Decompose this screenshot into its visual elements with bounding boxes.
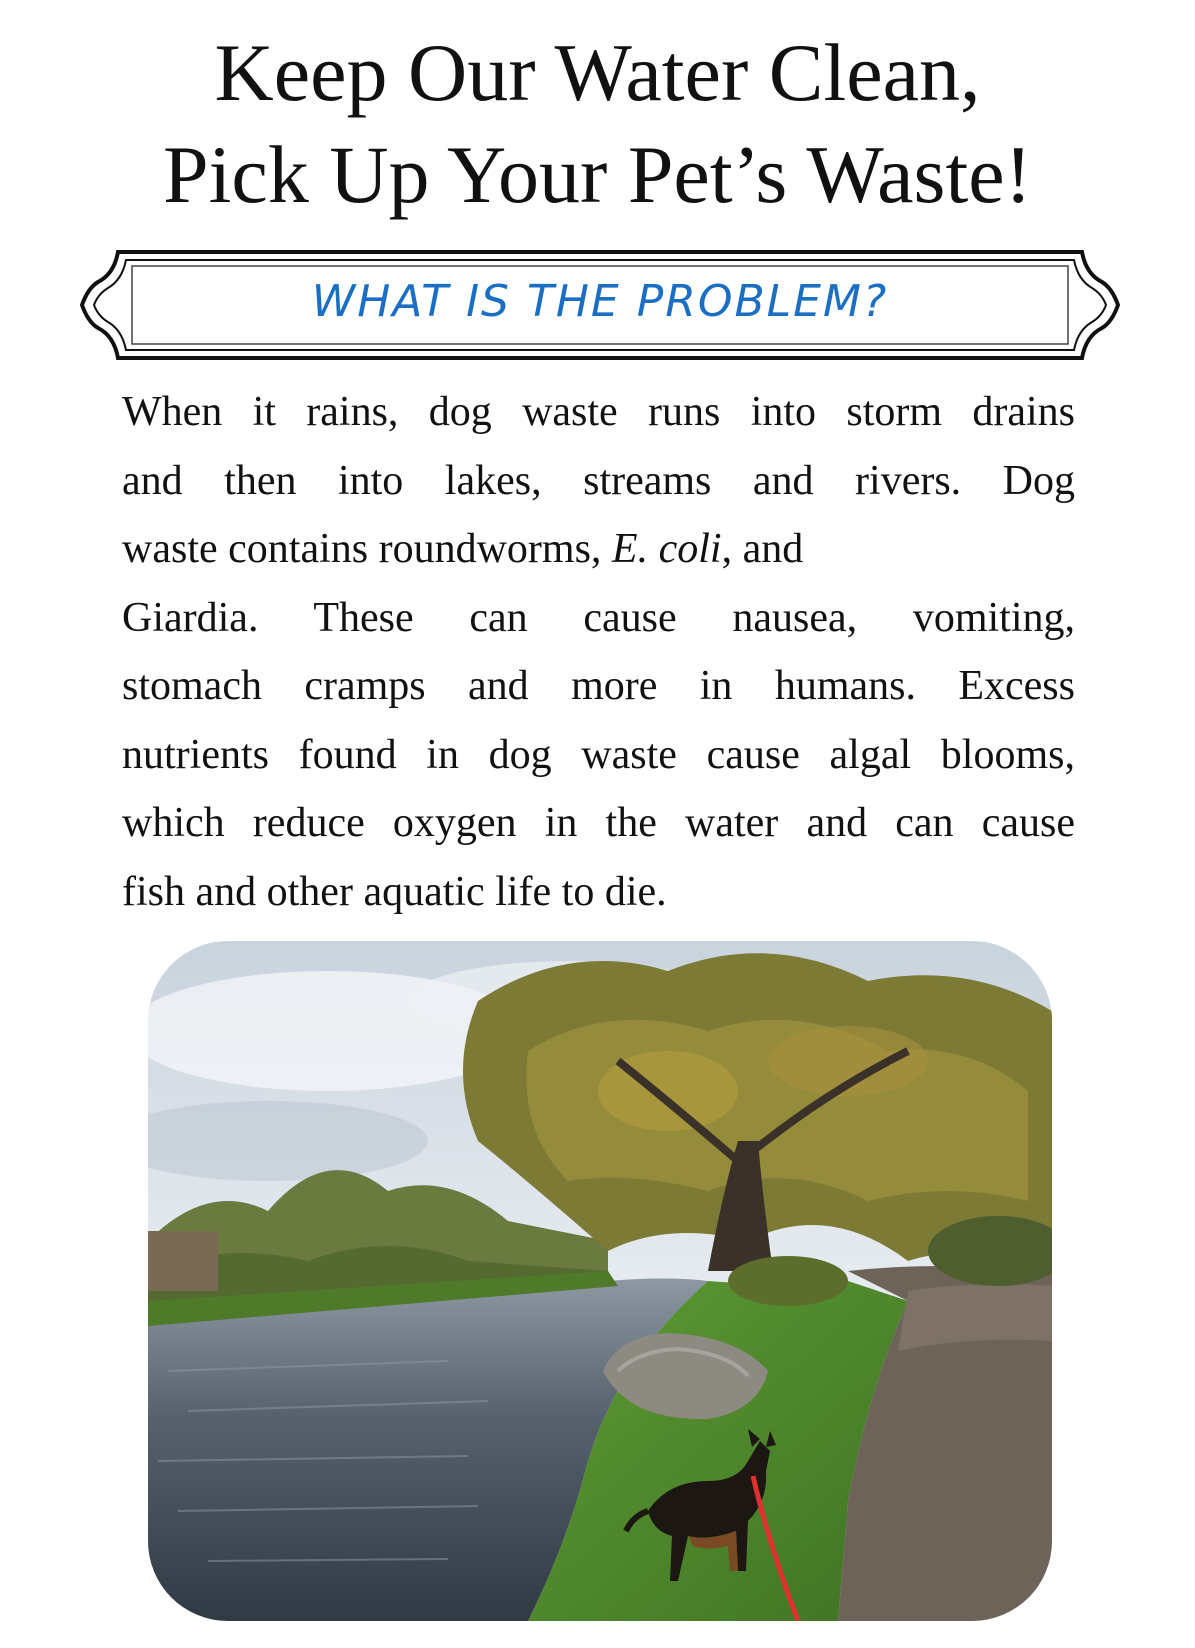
river-photo [148, 941, 1052, 1621]
section-banner [78, 244, 1122, 366]
body-paragraph [122, 378, 1075, 926]
body-line [122, 515, 1075, 584]
body-line: When it rains, dog waste runs into storm drains [122, 389, 1075, 435]
body-line: which reduce oxygen in the water and can cause [122, 800, 1075, 846]
page-title [0, 22, 1195, 226]
river-with-dog-photo [148, 941, 1052, 1621]
body-line: Giardia. These can cause nausea, vomiting, [122, 594, 1075, 641]
banner-label: WHAT IS THE PROBLEM? [311, 276, 889, 327]
bacteria-name: E. coli [611, 526, 722, 572]
body-line: fish and other aquatic life to die. [122, 868, 667, 915]
title-line-1: Keep Our Water Clean, [214, 27, 981, 118]
body-line: stomach cramps and more in humans. Excess [122, 663, 1075, 709]
body-line: nutrients found in dog waste cause algal blooms, [122, 731, 1075, 778]
title-line-2: Pick Up Your Pet’s Waste! [163, 129, 1032, 220]
body-line: and then into lakes, streams and rivers. Dog [122, 457, 1075, 504]
body-text-segment: waste contains roundworms, [122, 526, 612, 572]
body-text-segment: , and [721, 526, 804, 572]
